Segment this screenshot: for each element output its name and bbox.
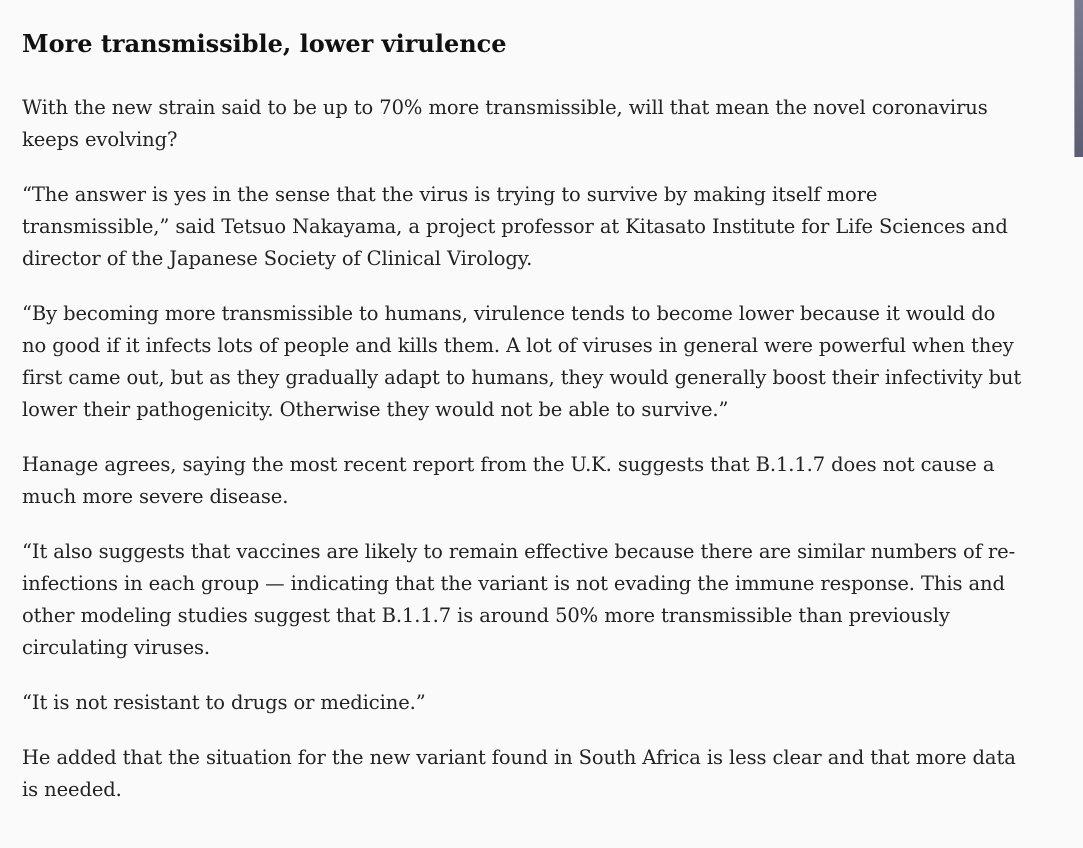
section-heading: More transmissible, lower virulence xyxy=(22,29,507,58)
paragraph-4: Hanage agrees, saying the most recent report from the U.K. suggests that B.1.1.7 does not cause a much more severe disease. xyxy=(22,453,995,508)
paragraph-1: With the new strain said to be up to 70% more transmissible, will that mean the novel coronavirus keeps evolving? xyxy=(22,96,988,151)
paragraph-5: “It also suggests that vaccines are likely to remain effective because there are similar numbers of re-infections in each group — indicating that the variant is not evading the immune response. This and other modeling studies suggest that B.1.1.7 is around 50% more transmissible than previously circulating viruses. xyxy=(22,540,1016,659)
article-body xyxy=(22,26,1022,829)
scrollbar[interactable] xyxy=(1074,0,1083,848)
paragraph-2: “The answer is yes in the sense that the virus is trying to survive by making itself more transmissible,” said Tetsuo Nakayama, a project professor at Kitasato Institute for Life Sciences and director of the Japanese Society of Clinical Virology. xyxy=(22,183,1008,270)
paragraph-3: “By becoming more transmissible to humans, virulence tends to become lower because it would do no good if it infects lots of people and kills them. A lot of viruses in general were powerful when they first came out, but as they gradually adapt to humans, they would generally boost their infectivity but lower their pathogenicity. Otherwise they would not be able to survive.” xyxy=(22,302,1022,421)
paragraph-6: “It is not resistant to drugs or medicine.” xyxy=(22,691,426,714)
paragraph-7: He added that the situation for the new variant found in South Africa is less clear and that more data is needed. xyxy=(22,746,1016,801)
scrollbar-thumb[interactable] xyxy=(1074,0,1083,157)
